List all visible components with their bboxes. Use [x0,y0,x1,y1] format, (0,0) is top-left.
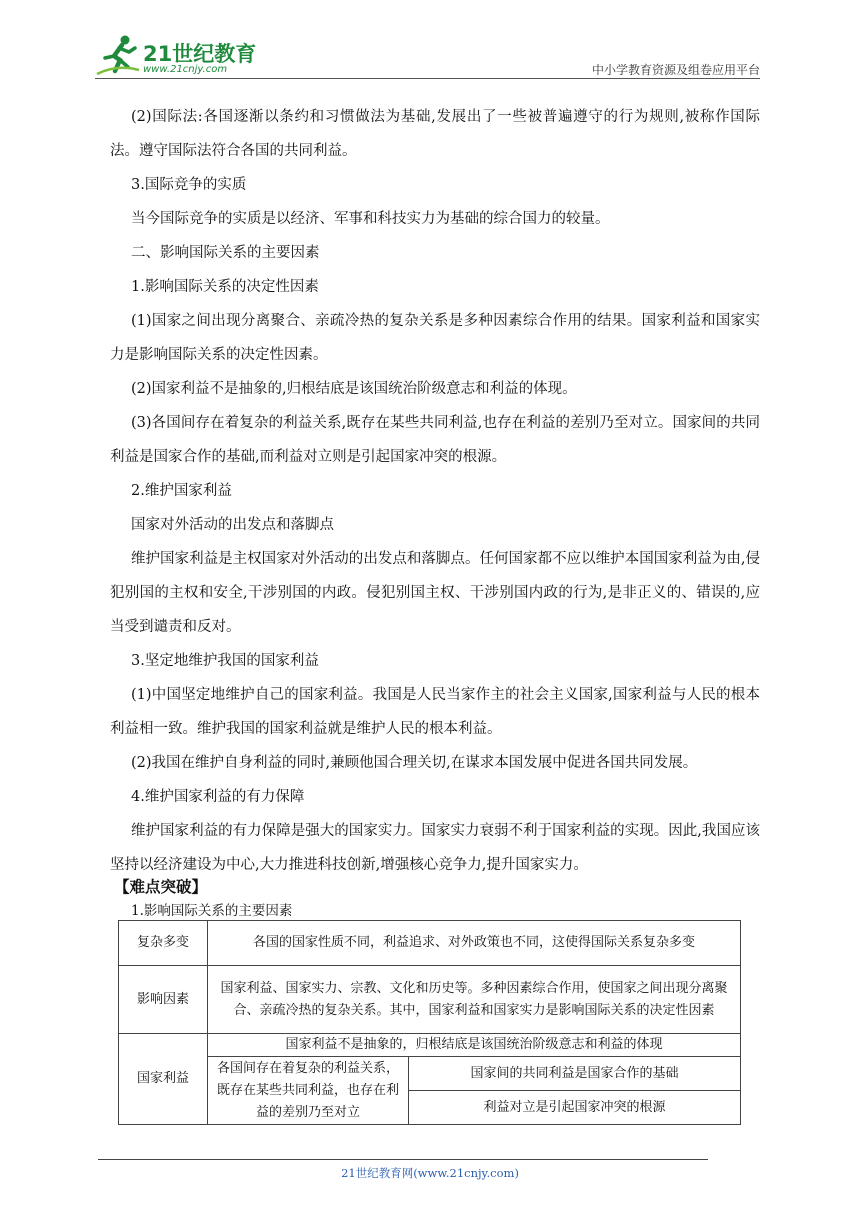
table-title: 1.影响国际关系的主要因素 [131,903,293,919]
table-row [119,966,741,1034]
footer-divider [98,1159,708,1160]
runner-logo-icon [95,34,141,76]
table-row [119,921,741,966]
paragraph: (2)国家利益不是抽象的,归根结底是该国统治阶级意志和利益的体现。 [131,381,577,397]
platform-name: 中小学教育资源及组卷应用平台 [591,63,760,77]
cell-right-a: 国家间的共同利益是国家合作的基础 [409,1057,741,1091]
cell-right-b: 利益对立是引起国家冲突的根源 [409,1091,741,1125]
section-heading: 二、影响国际关系的主要因素 [131,245,320,261]
footer: 21世纪教育网(www.21cnjy.com) [341,1166,519,1180]
row-text: 国家利益不是抽象的，归根结底是该国统治阶级意志和利益的体现 [208,1034,741,1057]
table-row [119,1034,741,1057]
heading-guarantee: 4.维护国家利益的有力保障 [131,789,305,805]
page-header [95,28,760,80]
paragraph: (2)我国在维护自身利益的同时,兼顾他国合理关切,在谋求本国发展中促进各国共同发展。 [131,755,698,771]
row-head: 影响因素 [119,966,208,1034]
paragraph: 当今国际竞争的实质是以经济、军事和科技实力为基础的综合国力的较量。 [131,211,610,227]
logo-main-text: 21世纪教育 [143,42,257,66]
section-title: 【难点突破】 [114,878,208,896]
logo [95,34,265,78]
paragraph: 维护国家利益的有力保障是强大的国家实力。国家实力衰弱不利于国家利益的实现。因此,我国应该坚持以经济建设为中心,大力推进科技创新,增强核心竞争力,提升国家实力。 [110,823,760,873]
row-head: 国家利益 [119,1034,208,1125]
factors-table [118,920,741,1125]
heading-decisive-factors: 1.影响国际关系的决定性因素 [131,279,319,295]
logo-url: www.21cnjy.com [143,64,228,75]
table-row [119,1057,741,1091]
document-body [110,100,760,882]
paragraph: 维护国家利益是主权国家对外活动的出发点和落脚点。任何国家都不应以维护本国国家利益为由,侵犯别国的主权和安全,干涉别国的内政。侵犯别国主权、干涉别国内政的行为,是非正义的、错误的,应当受到谴责和反对。 [110,551,760,635]
paragraph: (1)国家之间出现分离聚合、亲疏冷热的复杂关系是多种因素综合作用的结果。国家利益和国家实力是影响国际关系的决定性因素。 [110,313,760,363]
paragraph: (1)中国坚定地维护自己的国家利益。我国是人民当家作主的社会主义国家,国家利益与人民的根本利益相一致。维护我国的国家利益就是维护人民的根本利益。 [110,687,760,737]
heading-competition: 3.国际竞争的实质 [131,177,247,193]
row-head: 复杂多变 [119,921,208,966]
paragraph: (3)各国间存在着复杂的利益关系,既存在某些共同利益,也存在利益的差别乃至对立。国家间的共同利益是国家合作的基础,而利益对立则是引起国家冲突的根源。 [110,415,760,465]
heading-china-interest: 3.坚定地维护我国的国家利益 [131,653,319,669]
paragraph: (2)国际法:各国逐渐以条约和习惯做法为基础,发展出了一些被普遍遵守的行为规则,被称作国际法。遵守国际法符合各国的共同利益。 [110,109,760,159]
paragraph: 国家对外活动的出发点和落脚点 [131,517,334,533]
header-divider [95,78,760,79]
row-text: 各国的国家性质不同，利益追求、对外政策也不同，这使得国际关系复杂多变 [208,921,741,966]
cell-left: 各国间存在着复杂的利益关系，既存在某些共同利益，也存在利益的差别乃至对立 [208,1057,409,1125]
row-text: 国家利益、国家实力、宗教、文化和历史等。多种因素综合作用，使国家之间出现分离聚合、亲疏冷热的复杂关系。其中，国家利益和国家实力是影响国际关系的决定性因素 [208,966,741,1034]
heading-maintain-interest: 2.维护国家利益 [131,483,232,499]
